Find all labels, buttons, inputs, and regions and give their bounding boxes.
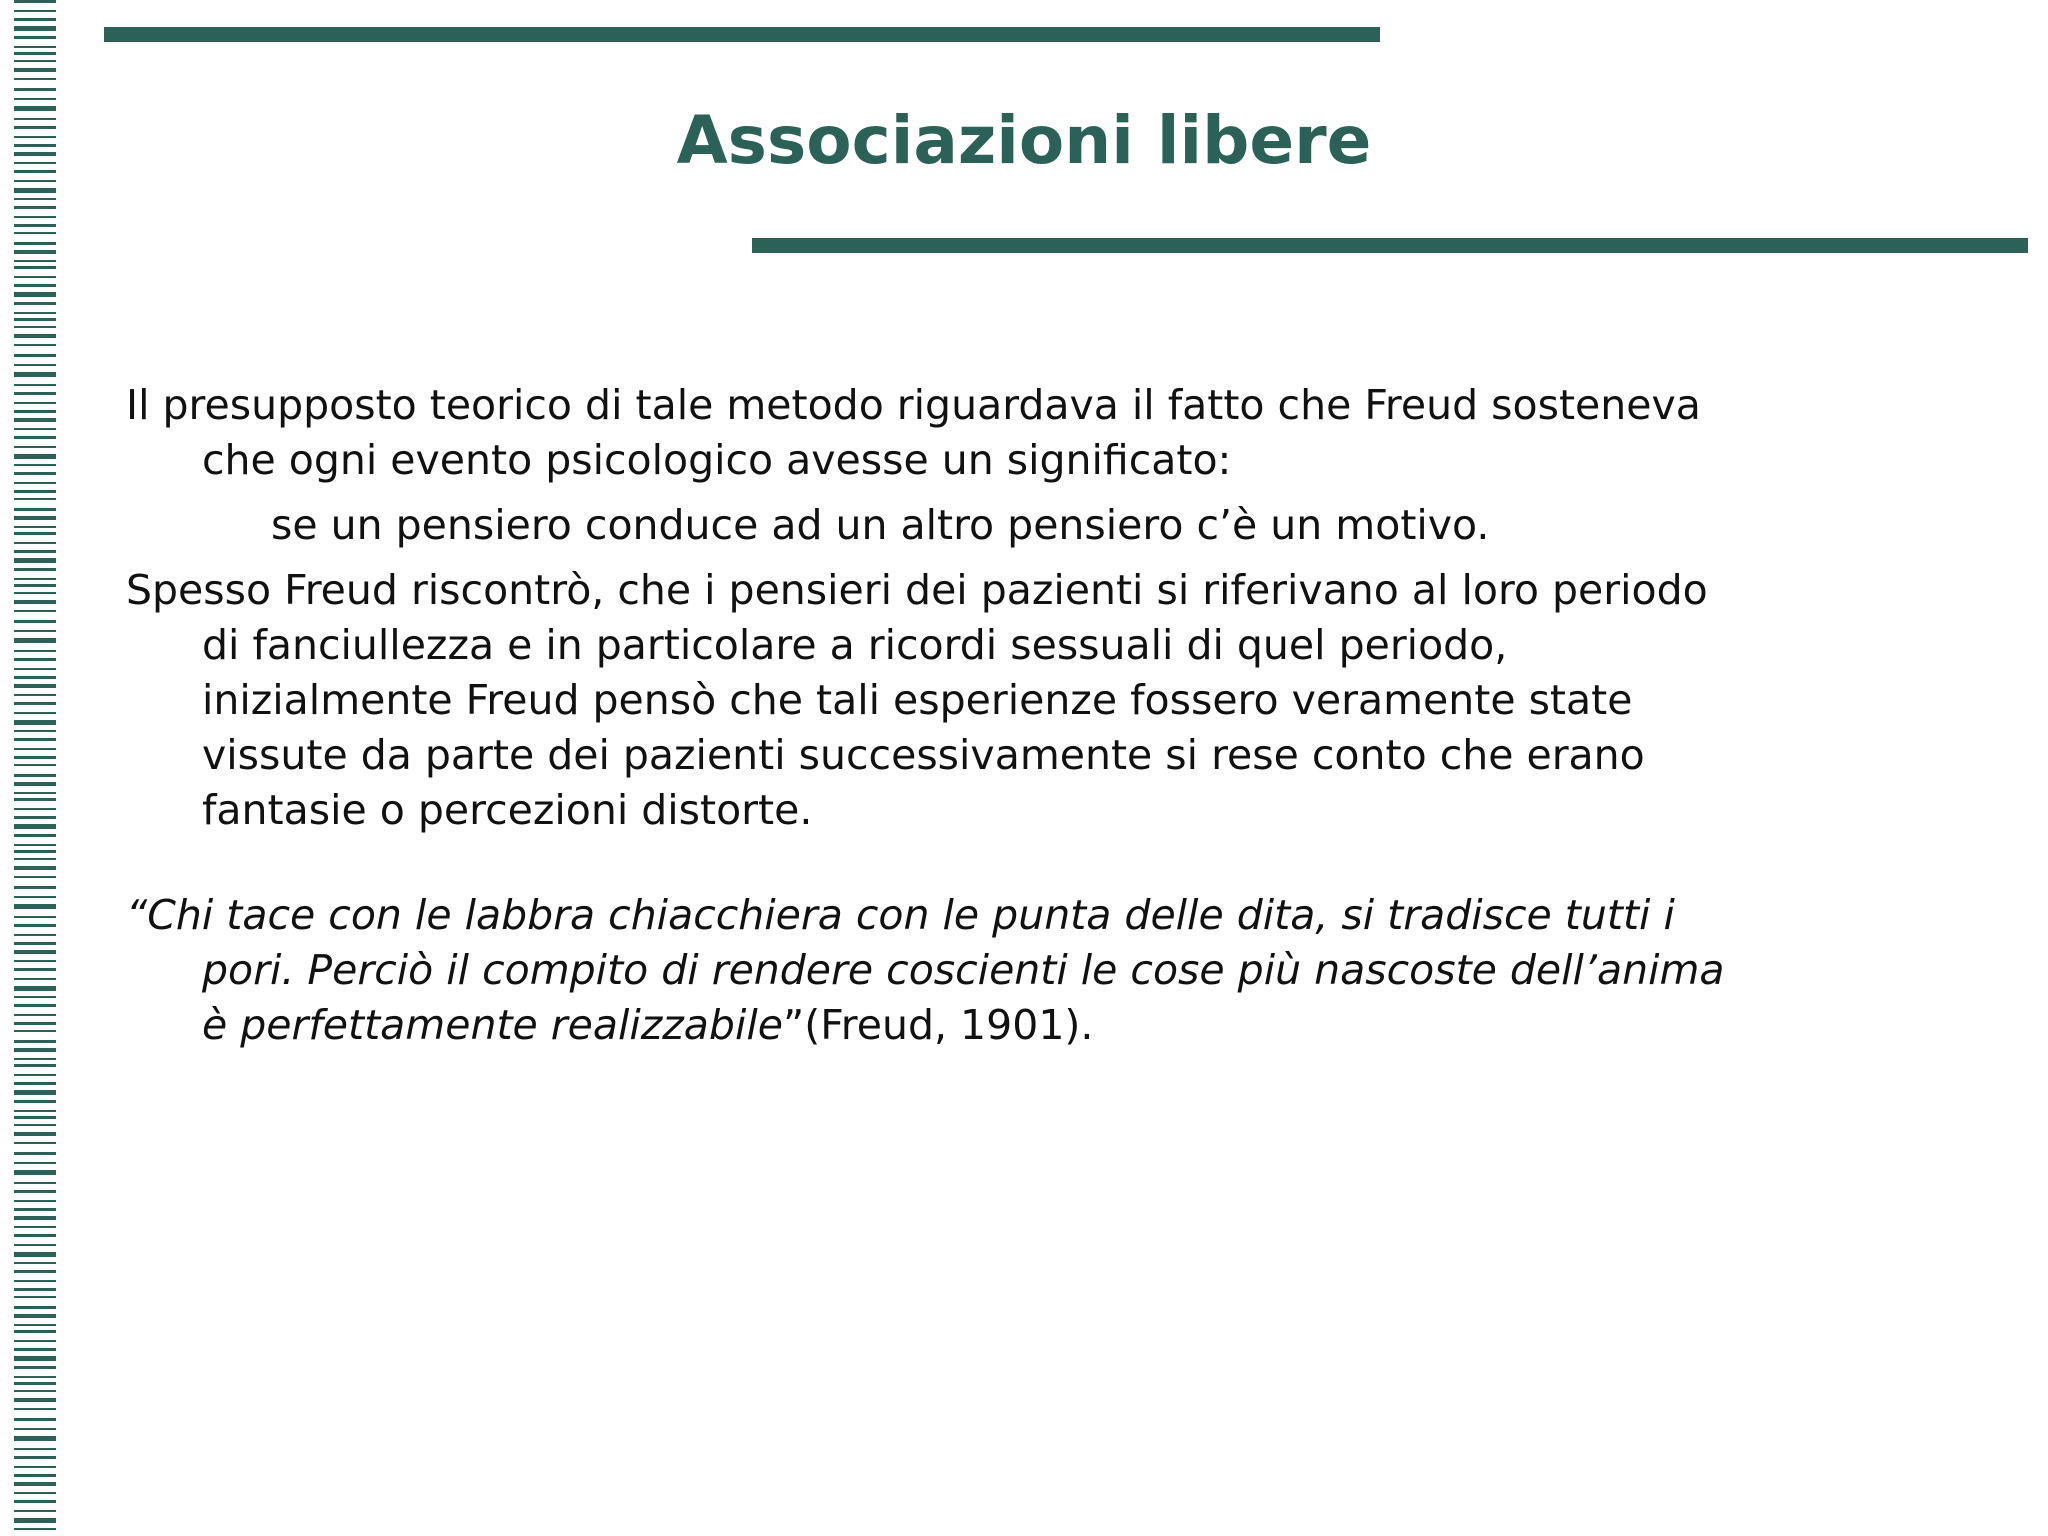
stripe-line [14,1436,56,1441]
stripe-line [14,1500,56,1503]
stripe-line [14,188,56,193]
stripe-line [14,858,56,860]
stripe-line [14,610,56,612]
stripe-line [14,934,56,936]
paragraph-theory [126,378,1986,488]
stripe-line [14,1482,56,1486]
title-rule-bottom [752,238,2028,253]
stripe-line [14,88,56,91]
stripe-line [14,1058,56,1060]
stripe-line [14,1226,56,1228]
stripe-line [14,774,56,777]
stripe-line [14,996,56,998]
stripe-line [14,1152,56,1155]
stripe-line [14,968,56,971]
stripe-line [14,60,56,62]
stripe-line [14,1074,56,1076]
stripe-line [14,250,56,254]
stripe-line [14,550,56,553]
stripe-line [14,1366,56,1369]
stripe-line [14,978,56,980]
stripe-line [14,344,56,346]
stripe-line [14,782,56,786]
freud-quote-line-3: è perfettamente realizzabile [202,1001,783,1049]
stripe-line [14,1064,56,1067]
freud-quote-line-1: “Chi tace con le labbra chiacchiera con le punta delle dita, si tradisce tutti i [126,891,1675,939]
stripe-line [14,896,56,898]
stripe-line [14,78,56,80]
stripe-line [14,1090,56,1095]
stripe-line [14,1234,56,1237]
stripe-line [14,418,56,422]
stripe-line [14,960,56,962]
stripe-line [14,1456,56,1459]
stripe-line [14,542,56,544]
stripe-line [14,472,56,475]
stripe-line [14,650,56,652]
stripe-line [14,1040,56,1043]
stripe-line [14,242,56,245]
stripe-line [14,630,56,632]
stripe-line [14,1408,56,1410]
stripe-line [14,950,56,954]
stripe-line [14,1004,56,1007]
stripe-line [14,372,56,377]
stripe-line [14,1382,56,1385]
sub-point-motive: se un pensiero conduce ad un altro pensiero c’è un motivo. [271,501,1490,549]
stripe-line [14,1528,56,1530]
stripe-line [14,1390,56,1392]
stripe-line [14,326,56,328]
paragraph-theory-line-2: che ogni evento psicologico avesse un significato: [202,436,1232,484]
stripe-line [14,658,56,661]
stripe-line [14,886,56,889]
stripe-line [14,198,56,200]
stripe-line [14,1474,56,1477]
stripe-line [14,454,56,459]
stripe-line [14,1162,56,1164]
stripe-line [14,1376,56,1378]
decorative-barcode-stripe [0,0,58,1536]
stripe-line [14,676,56,679]
stripe-line [14,1306,56,1309]
stripe-line [14,1270,56,1273]
paragraph-childhood-line-1: Spesso Freud riscontrò, che i pensieri dei pazienti si riferivano al loro periodo [126,566,1708,614]
stripe-line [14,942,56,945]
stripe-line [14,1252,56,1257]
stripe-line [14,334,56,338]
stripe-line [14,730,56,732]
stripe-line [14,850,56,853]
freud-quote [126,888,1986,1053]
paragraph-childhood-line-4: vissute da parte dei pazienti successivamente si rese conto che erano [202,731,1645,779]
stripe-line [14,1014,56,1016]
stripe-line [14,464,56,466]
stripe-line [14,694,56,696]
stripe-line [14,866,56,870]
stripe-line [14,584,56,587]
stripe-line [14,592,56,594]
stripe-line [14,490,56,493]
stripe-line [14,266,56,269]
stripe-line [14,904,56,909]
stripe-line [14,18,56,21]
stripe-line [14,620,56,623]
stripe-line [14,446,56,448]
slide-body [126,378,1986,1053]
slide-title: Associazioni libere [676,102,1372,179]
stripe-line [14,1324,56,1326]
freud-quote-line-2: pori. Perciò il compito di rendere coscienti le cose più nascoste dell’anima [202,946,1725,994]
stripe-line [14,428,56,430]
stripe-line [14,798,56,801]
stripe-line [14,1510,56,1512]
freud-quote-citation: ”(Freud, 1901). [782,1001,1094,1049]
stripe-line [14,292,56,297]
stripe-line [14,1200,56,1202]
stripe-line [14,26,56,31]
stripe-line [14,1280,56,1282]
stripe-line [14,232,56,234]
stripe-line [14,1330,56,1333]
stripe-line [14,876,56,878]
stripe-line [14,1142,56,1144]
stripe-line [14,1190,56,1193]
stripe-line [14,284,56,287]
stripe-line [14,668,56,670]
stripe-line [14,1208,56,1211]
stripe-line [14,526,56,528]
stripe-line [14,558,56,563]
stripe-line [14,410,56,413]
stripe-line [14,436,56,439]
stripe-line [14,756,56,759]
stripe-line [14,808,56,810]
paragraph-childhood-line-2: di fanciullezza e in particolare a ricordi sessuali di quel periodo, [202,621,1508,669]
stripe-line [14,1216,56,1220]
stripe-line [14,834,56,837]
stripe-line [14,1448,56,1450]
stripe-line [14,600,56,604]
stripe-line [14,276,56,278]
stripe-line [14,1296,56,1298]
stripe-line [14,1170,56,1175]
stripe-line [14,384,56,386]
paragraph-theory-line-1: Il presupposto teorico di tale metodo riguardava il fatto che Freud sosteneva [126,381,1701,429]
stripe-line [14,986,56,991]
stripe-line [14,516,56,520]
stripe-line [14,824,56,829]
stripe-line [14,1466,56,1468]
stripe-line [14,1340,56,1342]
stripe-line [14,1030,56,1032]
stripe-line [14,532,56,535]
stripe-line [14,712,56,714]
stripe-line [14,1124,56,1126]
stripe-line [14,1082,56,1085]
stripe-line [14,738,56,741]
stripe-line [14,318,56,321]
stripe-line [14,392,56,395]
stripe-line [14,792,56,794]
stripe-line [14,1244,56,1246]
stripe-line [14,1492,56,1494]
paragraph-childhood-line-3: inizialmente Freud pensò che tali esperienze fossero veramente state [202,676,1633,724]
stripe-line [14,916,56,918]
stripe-line [14,364,56,366]
paragraph-childhood [126,563,1986,838]
stripe-line [14,1428,56,1430]
stripe-line [14,46,56,48]
stripe-line [14,1356,56,1361]
stripe-line [14,578,56,580]
stripe-line [14,1398,56,1402]
stripe-line [14,1022,56,1025]
stripe-line [14,1132,56,1136]
stripe-line [14,498,56,500]
stripe-line [14,844,56,846]
stripe-line [14,312,56,314]
title-rule-top [104,27,1380,42]
stripe-line [14,508,56,511]
stripe-line [14,702,56,705]
stripe-line [14,1048,56,1052]
stripe-line [14,224,56,227]
stripe-line [14,68,56,72]
stripe-line [14,1110,56,1112]
stripe-line [14,482,56,484]
stripe-line [14,924,56,927]
paragraph-childhood-line-5: fantasie o percezioni distorte. [202,786,813,834]
stripe-line [14,1314,56,1318]
stripe-line [14,0,56,3]
stripe-line [14,260,56,262]
stripe-line [14,568,56,571]
stripe-line [14,1100,56,1103]
stripe-line [14,638,56,643]
stripe-line [14,1348,56,1351]
stripe-line [14,684,56,688]
stripe-line [14,36,56,39]
stripe-line [14,1262,56,1264]
stripe-line [14,748,56,750]
stripe-line [14,10,56,12]
stripe-line [14,764,56,766]
stripe-line [14,816,56,819]
stripe-line [14,302,56,305]
stripe-line [14,206,56,209]
stripe-line [14,1116,56,1119]
stripe-line [14,52,56,55]
stripe-line [14,1518,56,1523]
stripe-line [14,1182,56,1184]
stripe-line [14,216,56,218]
stripe-line [14,720,56,725]
stripe-line [14,354,56,357]
stripe-line [14,1418,56,1421]
stripe-line [14,402,56,404]
stripe-line [14,1288,56,1291]
